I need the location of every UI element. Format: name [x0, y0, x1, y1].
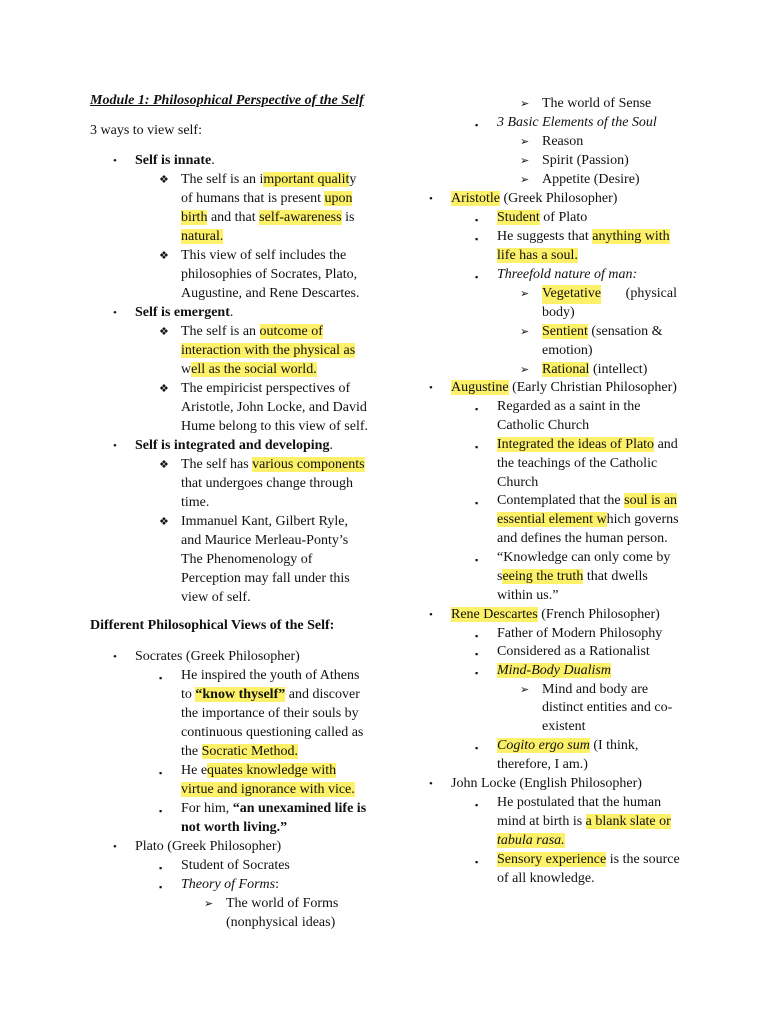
text-line: He suggests that anything with	[497, 229, 670, 244]
text-line: Rational (intellect)	[542, 362, 648, 377]
arrow-bullet-icon: ➢	[520, 364, 530, 376]
text-line: Hume belong to this view of self.	[181, 419, 369, 434]
text-line: (nonphysical ideas)	[226, 915, 336, 930]
intro-text: 3 ways to view self:	[90, 123, 202, 138]
arrow-bullet-icon: ➢	[520, 136, 530, 148]
text-line: not worth living.”	[181, 820, 288, 835]
text-line: mind at birth is a blank slate or	[497, 814, 671, 829]
arrow-bullet-icon: ➢	[204, 898, 214, 910]
arrow-bullet-icon: ➢	[520, 98, 530, 110]
philosopher-aristotle: Aristotle (Greek Philosopher)	[451, 191, 618, 206]
bullet-icon: •	[429, 193, 433, 205]
module-title: Module 1: Philosophical Perspective of the Self	[90, 93, 364, 108]
text-line: Church	[497, 475, 539, 490]
square-bullet-icon: ▪	[159, 882, 163, 892]
text-line: Mind-Body Dualism	[497, 663, 611, 678]
text-line: within us.”	[497, 588, 559, 603]
square-bullet-icon: ▪	[475, 743, 479, 753]
text-line: The world of Forms	[226, 896, 339, 911]
text-line: Sentient (sensation &	[542, 324, 663, 339]
square-bullet-icon: ▪	[475, 668, 479, 678]
text-line: and Maurice Merleau-Ponty’s	[181, 533, 349, 548]
text-line: The Phenomenology of	[181, 552, 313, 567]
text-line: Regarded as a saint in the	[497, 399, 641, 414]
section-heading: Different Philosophical Views of the Self:	[90, 618, 335, 633]
text-line: and defines the human person.	[497, 531, 668, 546]
arrow-bullet-icon: ➢	[520, 326, 530, 338]
text-line: Catholic Church	[497, 418, 590, 433]
text-line: Perception may fall under this	[181, 571, 350, 586]
text-line: He inspired the youth of Athens	[181, 668, 360, 683]
square-bullet-icon: ▪	[159, 806, 163, 816]
text-line: of humans that is present upon	[181, 191, 353, 206]
square-bullet-icon: ▪	[475, 215, 479, 225]
text-line: natural.	[181, 229, 224, 244]
arrow-bullet-icon: ➢	[520, 155, 530, 167]
text-line: therefore, I am.)	[497, 757, 588, 772]
text-line: body)	[542, 305, 575, 320]
text-line: life has a soul.	[497, 248, 578, 263]
text-line: continuous questioning called as	[181, 725, 364, 740]
arrow-bullet-icon: ➢	[520, 684, 530, 696]
text-line: emotion)	[542, 343, 593, 358]
diamond-bullet-icon: ❖	[159, 250, 169, 262]
text-line: Student of Socrates	[181, 858, 290, 873]
text-line: Vegetative (physical	[542, 285, 677, 304]
text-line: the Socratic Method.	[181, 744, 299, 759]
bullet-icon: •	[113, 155, 117, 167]
text-line: time.	[181, 495, 210, 510]
text-line: of all knowledge.	[497, 871, 595, 886]
text-line: For him, “an unexamined life is	[181, 801, 367, 816]
text-line: interaction with the physical as	[181, 343, 356, 358]
text-line: Augustine, and Rene Descartes.	[181, 286, 360, 301]
philosopher-locke: John Locke (English Philosopher)	[451, 776, 642, 791]
text-line: the importance of their souls by	[181, 706, 359, 721]
text-line: The self is an outcome of	[181, 324, 323, 339]
text-line: Appetite (Desire)	[542, 172, 640, 187]
arrow-bullet-icon: ➢	[520, 288, 530, 300]
square-bullet-icon: ▪	[475, 442, 479, 452]
text-line: distinct entities and co-	[542, 700, 673, 715]
square-bullet-icon: ▪	[475, 800, 479, 810]
square-bullet-icon: ▪	[475, 498, 479, 508]
text-line: Cogito ergo sum (I think,	[497, 738, 639, 753]
text-line: Sensory experience is the source	[497, 852, 680, 867]
text-line: that undergoes change through	[181, 476, 353, 491]
text-line: Integrated the ideas of Plato and	[497, 437, 678, 452]
text-line: He postulated that the human	[497, 795, 662, 810]
text-line: philosophies of Socrates, Plato,	[181, 267, 358, 282]
square-bullet-icon: ▪	[475, 857, 479, 867]
text-line: the teachings of the Catholic	[497, 456, 658, 471]
bullet-icon: •	[429, 609, 433, 621]
bullet-icon: •	[113, 651, 117, 663]
square-bullet-icon: ▪	[159, 863, 163, 873]
text-line: He equates knowledge with	[181, 763, 337, 778]
text-line: Considered as a Rationalist	[497, 644, 650, 659]
text-line: This view of self includes the	[181, 248, 347, 263]
text-line: 3 Basic Elements of the Soul	[497, 115, 657, 130]
text-line: Contemplated that the soul is an	[497, 493, 678, 508]
square-bullet-icon: ▪	[159, 673, 163, 683]
square-bullet-icon: ▪	[475, 649, 479, 659]
text-line: Mind and body are	[542, 682, 649, 697]
diamond-bullet-icon: ❖	[159, 174, 169, 186]
text-line: virtue and ignorance with vice.	[181, 782, 355, 797]
diamond-bullet-icon: ❖	[159, 516, 169, 528]
bullet-icon: •	[429, 382, 433, 394]
text-line: The self has various components	[181, 457, 365, 472]
arrow-bullet-icon: ➢	[520, 174, 530, 186]
diamond-bullet-icon: ❖	[159, 383, 169, 395]
text-line: to “know thyself” and discover	[181, 687, 360, 702]
text-line: seeing the truth that dwells	[497, 569, 648, 584]
philosopher-descartes: Rene Descartes (French Philosopher)	[451, 607, 660, 622]
text-line: Threefold nature of man:	[497, 267, 638, 282]
text-line: The self is an important quality	[181, 172, 357, 187]
diamond-bullet-icon: ❖	[159, 326, 169, 338]
bullet-icon: •	[113, 841, 117, 853]
square-bullet-icon: ▪	[475, 404, 479, 414]
text-line: well as the social world.	[181, 362, 317, 377]
text-line: Spirit (Passion)	[542, 153, 629, 168]
bullet-icon: •	[113, 440, 117, 452]
text-line: birth and that self-awareness is	[181, 210, 355, 225]
text-line: view of self.	[181, 590, 251, 605]
diamond-bullet-icon: ❖	[159, 459, 169, 471]
text-line: Student of Plato	[497, 210, 588, 225]
text-line: Immanuel Kant, Gilbert Ryle,	[181, 514, 349, 529]
heading-integrated: Self is integrated and developing.	[135, 438, 333, 453]
heading-emergent: Self is emergent.	[135, 305, 234, 320]
square-bullet-icon: ▪	[475, 234, 479, 244]
square-bullet-icon: ▪	[475, 120, 479, 130]
square-bullet-icon: ▪	[159, 768, 163, 778]
heading-innate: Self is innate.	[135, 153, 215, 168]
bullet-icon: •	[429, 778, 433, 790]
square-bullet-icon: ▪	[475, 555, 479, 565]
text-line: The empiricist perspectives of	[181, 381, 351, 396]
text-line: existent	[542, 719, 586, 734]
square-bullet-icon: ▪	[475, 631, 479, 641]
text-line: Reason	[542, 134, 584, 149]
text-line: tabula rasa.	[497, 833, 565, 848]
bullet-icon: •	[113, 307, 117, 319]
text-line: essential element which governs	[497, 512, 679, 527]
text-line: “Knowledge can only come by	[497, 550, 671, 565]
text-line: Father of Modern Philosophy	[497, 626, 663, 641]
text-line: Aristotle, John Locke, and David	[181, 400, 367, 415]
square-bullet-icon: ▪	[475, 272, 479, 282]
philosopher-plato: Plato (Greek Philosopher)	[135, 839, 282, 854]
text-line: Theory of Forms:	[181, 877, 280, 892]
philosopher-augustine: Augustine (Early Christian Philosopher)	[451, 380, 677, 395]
philosopher-socrates: Socrates (Greek Philosopher)	[135, 649, 300, 664]
text-line: The world of Sense	[542, 96, 652, 111]
